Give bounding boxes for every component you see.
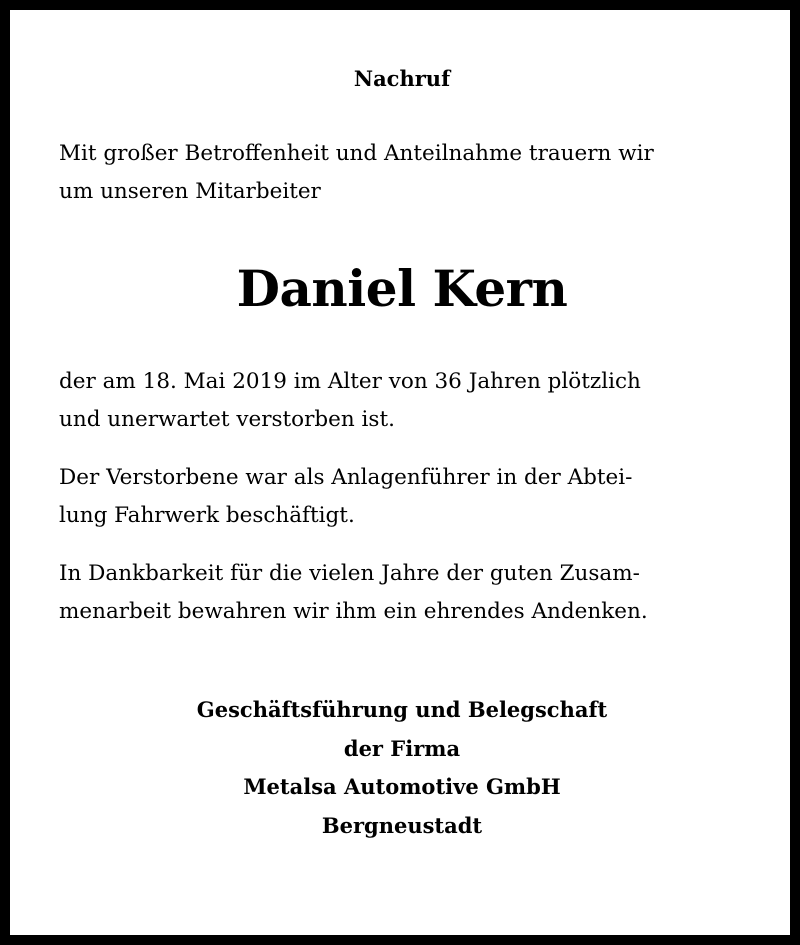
intro-line-2: um unseren Mitarbeiter: [59, 179, 321, 204]
deceased-name: Daniel Kern: [236, 259, 568, 318]
signoff-line-2: der Firma: [343, 735, 461, 761]
occupation-paragraph: [59, 459, 745, 535]
gratitude-line-2: menarbeit bewahren wir ihm ein ehrendes Andenken.: [59, 599, 648, 624]
notice-heading: Nachruf: [353, 66, 451, 91]
death-paragraph: [59, 363, 745, 439]
company-name: Metalsa Automotive GmbH: [243, 774, 561, 799]
death-line-1: der am 18. Mai 2019 im Alter von 36 Jahren plötzlich: [59, 369, 641, 394]
gratitude-paragraph: [59, 555, 745, 631]
death-line-2: und unerwartet verstorben ist.: [59, 407, 395, 432]
obituary-notice: [59, 48, 745, 845]
company-location: Bergneustadt: [321, 812, 483, 838]
intro-paragraph: [59, 135, 745, 211]
occupation-line-2: lung Fahrwerk beschäftigt.: [59, 503, 355, 528]
intro-line-1: Mit großer Betroffenheit und Anteilnahme trauern wir: [59, 141, 654, 166]
gratitude-line-1: In Dankbarkeit für die vielen Jahre der guten Zusam-: [59, 561, 640, 586]
signoff-line-1: Geschäftsführung und Belegschaft: [196, 697, 608, 722]
occupation-line-1: Der Verstorbene war als Anlagenführer in der Abtei-: [59, 465, 633, 490]
signoff-block: [59, 691, 745, 845]
